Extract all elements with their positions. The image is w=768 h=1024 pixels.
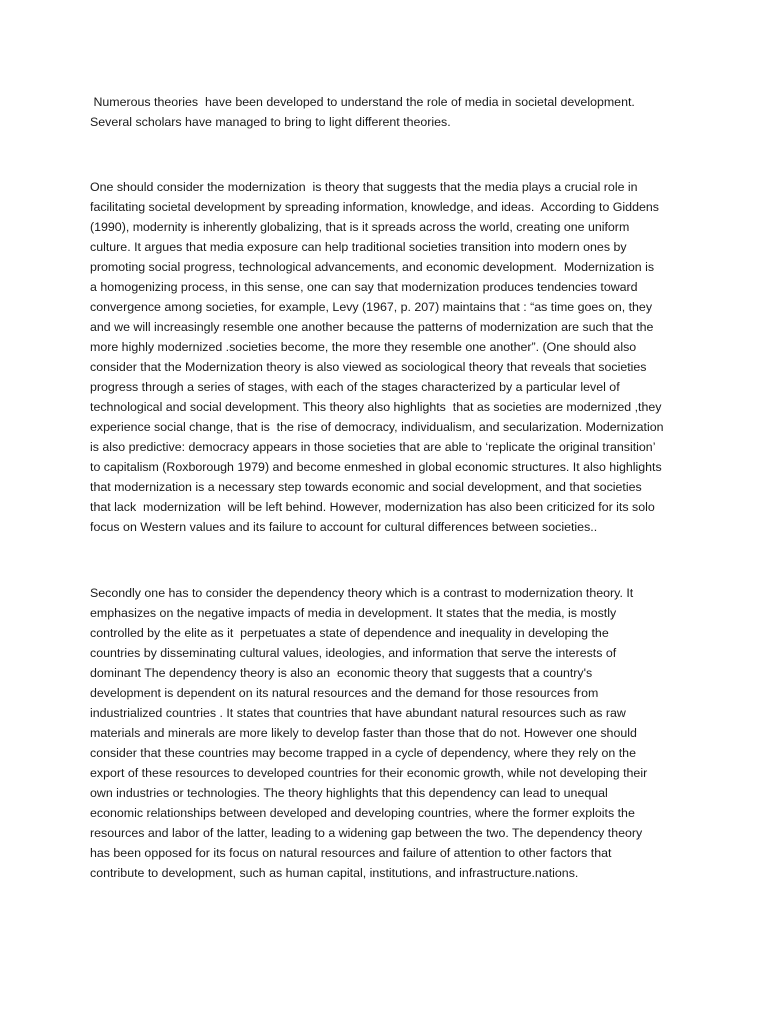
text-line: countries by disseminating cultural values, ideologies, and information that serve the interests of (90, 646, 617, 660)
text-line: technological and social development. This theory also highlights that as societies are modernized ,they (90, 400, 662, 414)
paragraph-intro (90, 92, 690, 132)
paragraph-dependency-theory (90, 583, 690, 883)
text-line: experience social change, that is the rise of democracy, individualism, and secularization. Modernization (90, 420, 664, 434)
text-line: Secondly one has to consider the dependency theory which is a contrast to modernization theory. It (90, 586, 634, 600)
text-line: controlled by the elite as it perpetuates a state of dependence and inequality in developing the (90, 626, 609, 640)
text-line: more highly modernized .societies become, the more they resemble one another”. (One should also (90, 340, 637, 354)
text-line: progress through a series of stages, with each of the stages characterized by a particular level of (90, 380, 620, 394)
text-line: (1990), modernity is inherently globalizing, that is it spreads across the world, creating one uniform (90, 220, 630, 234)
text-line: consider that the Modernization theory is also viewed as sociological theory that reveals that societies (90, 360, 647, 374)
text-line: and we will increasingly resemble one another because the patterns of modernization are such that the (90, 320, 654, 334)
text-line: Numerous theories have been developed to understand the role of media in societal development. (90, 95, 635, 109)
text-line: that lack modernization will be left behind. However, modernization has also been criticized for its solo (90, 500, 655, 514)
text-line: facilitating societal development by spreading information, knowledge, and ideas. According to Giddens (90, 200, 659, 214)
text-line: to capitalism (Roxborough 1979) and become enmeshed in global economic structures. It also highlights (90, 460, 662, 474)
text-line: is also predictive: democracy appears in those societies that are able to ‘replicate the original transition’ (90, 440, 656, 454)
text-line: a homogenizing process, in this sense, one can say that modernization produces tendencies toward (90, 280, 638, 294)
text-line: industrialized countries . It states that countries that have abundant natural resources such as raw (90, 706, 626, 720)
text-line: that modernization is a necessary step towards economic and social development, and that societies (90, 480, 642, 494)
text-line: has been opposed for its focus on natural resources and failure of attention to other factors that (90, 846, 612, 860)
text-line: One should consider the modernization is theory that suggests that the media plays a crucial role in (90, 180, 638, 194)
text-line: economic relationships between developed and developing countries, where the former exploits the (90, 806, 635, 820)
text-line: contribute to development, such as human capital, institutions, and infrastructure.nations. (90, 866, 579, 880)
text-line: convergence among societies, for example, Levy (1967, p. 207) maintains that : “as time goes on, they (90, 300, 653, 314)
text-line: culture. It argues that media exposure can help traditional societies transition into modern ones by (90, 240, 627, 254)
text-line: materials and minerals are more likely to develop faster than those that do not. However one should (90, 726, 637, 740)
text-line: export of these resources to developed countries for their economic growth, while not developing their (90, 766, 648, 780)
text-line: consider that these countries may become trapped in a cycle of dependency, where they rely on the (90, 746, 636, 760)
paragraph-modernization-theory (90, 177, 690, 537)
text-line: emphasizes on the negative impacts of media in development. It states that the media, is mostly (90, 606, 617, 620)
text-line: Several scholars have managed to bring to light different theories. (90, 115, 451, 129)
text-line: development is dependent on its natural resources and the demand for those resources from (90, 686, 599, 700)
text-line: focus on Western values and its failure to account for cultural differences between societies.. (90, 520, 598, 534)
text-line: dominant The dependency theory is also an economic theory that suggests that a country's (90, 666, 593, 680)
text-line: promoting social progress, technological advancements, and economic development. Modernization is (90, 260, 655, 274)
text-line: own industries or technologies. The theory highlights that this dependency can lead to unequal (90, 786, 608, 800)
text-line: resources and labor of the latter, leading to a widening gap between the two. The dependency theory (90, 826, 643, 840)
